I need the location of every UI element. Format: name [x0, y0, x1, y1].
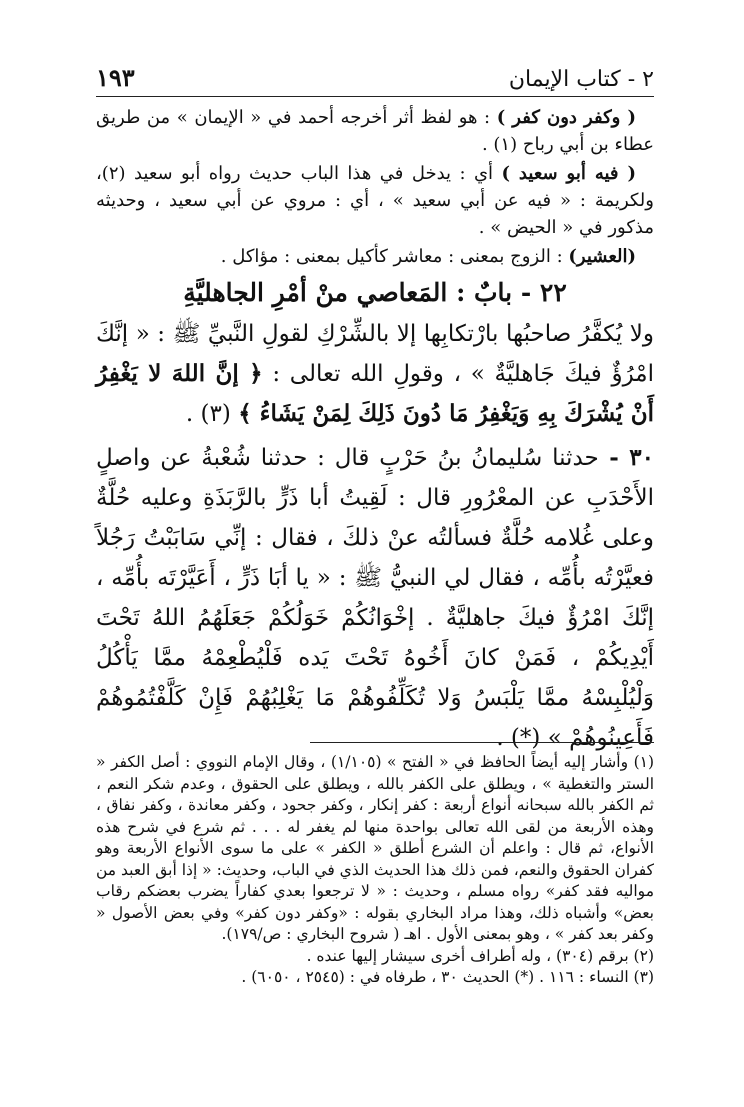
hadith-paragraph	[96, 438, 654, 758]
verse-reference: (٣) .	[185, 401, 239, 427]
commentary-text: : هو لفظ أثر أخرجه أحمد في « الإيمان » من طريق عطاء بن أبي رباح (١) .	[96, 107, 654, 155]
chapter-heading: ٢ - كتاب الإيمان	[508, 67, 654, 92]
chapter-intro	[96, 314, 654, 434]
quran-verse: ﴿ إنَّ اللهَ لا يَغْفِرُ أَنْ يُشْرَكَ بِهِ وَيَغْفِرُ مَا دُونَ ذَلِكَ لِمَنْ يَشَاءُ ﴾	[96, 360, 654, 427]
commentary-paragraph	[96, 243, 654, 270]
commentary-paragraph	[96, 104, 654, 158]
commentary-text: : الزوج بمعنى : معاشر كأكيل بمعنى : مؤاكل .	[220, 246, 569, 267]
page-number: ١٩٣	[96, 63, 135, 92]
footnote: (٢) برقم (٣٠٤) ، وله أطراف أخرى سيشار إليها عنده .	[306, 946, 654, 965]
commentary-term: ( فيه أبو سعيد )	[501, 163, 636, 184]
header-rule	[96, 96, 654, 97]
footnote: (١) وأشار إليه أيضاً الحافظ في « الفتح » (١/١٠٥) ، وقال الإمام النووي : أصل الكفر « الستر والتغطية » ، ويطلق على الكفر بالله ، ويطلق على الحقوق ، وعدم شكر النعم ، ثم الكفر بالله سبحانه أنواع أربعة : كفر إنكار ، وكفر جحود ، وكفر معاندة ، وكفر نفاق ، وهذه الأربعة من لقى الله تعالى بواحدة منها لم يغفر له . . . ثم شرع في شرح هذه الأنواع، ثم قال : واعلم أن الشرع أطلق « الكفر » على ما سوى الأنواع الأربعة وهو كفران الحقوق والنعم، فمن ذلك هذا الحديث الذي في الباب، وحديث: « إذا أبق العبد من مواليه فقد كفر» رواه مسلم ، وحديث : « لا ترجعوا بعدي كفاراً يضرب بعضكم رقاب بعض» وأشباه ذلك، وهذا مراد البخاري بقوله : «وكفر دون كفر» وفي بعض الأصول « وكفر بعد كفر » ، وهو بمعنى الأول . اهـ ( شروح البخاري : ص/١٧٩).	[95, 753, 655, 943]
page-header	[96, 58, 654, 92]
footnotes	[96, 752, 654, 989]
commentary-paragraph	[96, 160, 654, 241]
commentary-term: ( وكفر دون كفر )	[496, 107, 636, 128]
chapter-title: ٢٢ - بابٌ : المَعاصي منْ أمْرِ الجاهليَّةِ	[183, 278, 567, 307]
hadith-number: ٣٠ -	[598, 444, 655, 471]
main-text	[96, 104, 654, 758]
footnote-separator	[310, 742, 654, 743]
hadith-text: حدثنا سُليمانُ بنُ حَرْبٍ قال : حدثنا شُعْبةُ عن واصلٍ الأَحْدَبِ عن المعْرُورِ قال : لَقِيتُ أبا ذَرٍّ بالرَّبَذَةِ وعليه حُلَّةٌ وعلى غُلامه حُلَّةٌ فسألتُه عنْ ذلكَ ، فقال : إنِّي سَابَبْتُ رَجُلاً فعيَّرْتُه بأُمِّه ، فقال لي النبيُّ ﷺ : « يا أبَا ذَرٍّ ، أَعَيَّرْتَه بأُمِّه ، إنَّكَ امْرُؤٌ فيكَ جاهليَّةٌ . إخْوَانُكُمْ خَوَلُكُمْ جَعَلَهُمُ اللهُ تَحْتَ أَيْدِيكُمْ ، فَمَنْ كانَ أَخُوهُ تَحْتَ يَده فَلْيُطْعِمْهُ ممَّا يَأْكُلُ وَلْيُلْبِسْهُ ممَّا يَلْبَسُ وَلا تُكَلِّفُوهُمْ مَا يَغْلِبُهُمْ فَإِنْ كَلَّفْتُمُوهُمْ فَأَعِينُوهُمْ » (*) .	[96, 445, 654, 751]
commentary-term: (العشير)	[568, 246, 636, 267]
commentary-text: أي : يدخل في هذا الباب حديث رواه أبو سعيد (٢)، ولكريمة : « فيه عن أبي سعيد » ، أي : مروي عن أبي سعيد ، وحديثه مذكور في « الحيض » .	[96, 163, 654, 238]
footnote: (٣) النساء : ١١٦ . (*) الحديث ٣٠ ، طرفاه في : (٢٥٤٥ ، ٦٠٥٠) .	[241, 968, 654, 986]
chapter-intro-text: ولا يُكفَّرُ صاحبُها بارْتكابِها إلا بالشِّرْكِ لقولِ النَّبيِّ ﷺ : « إنَّكَ امْرُؤٌ فيكَ جَاهليَّةٌ » ، وقولِ الله تعالى :	[96, 321, 654, 387]
